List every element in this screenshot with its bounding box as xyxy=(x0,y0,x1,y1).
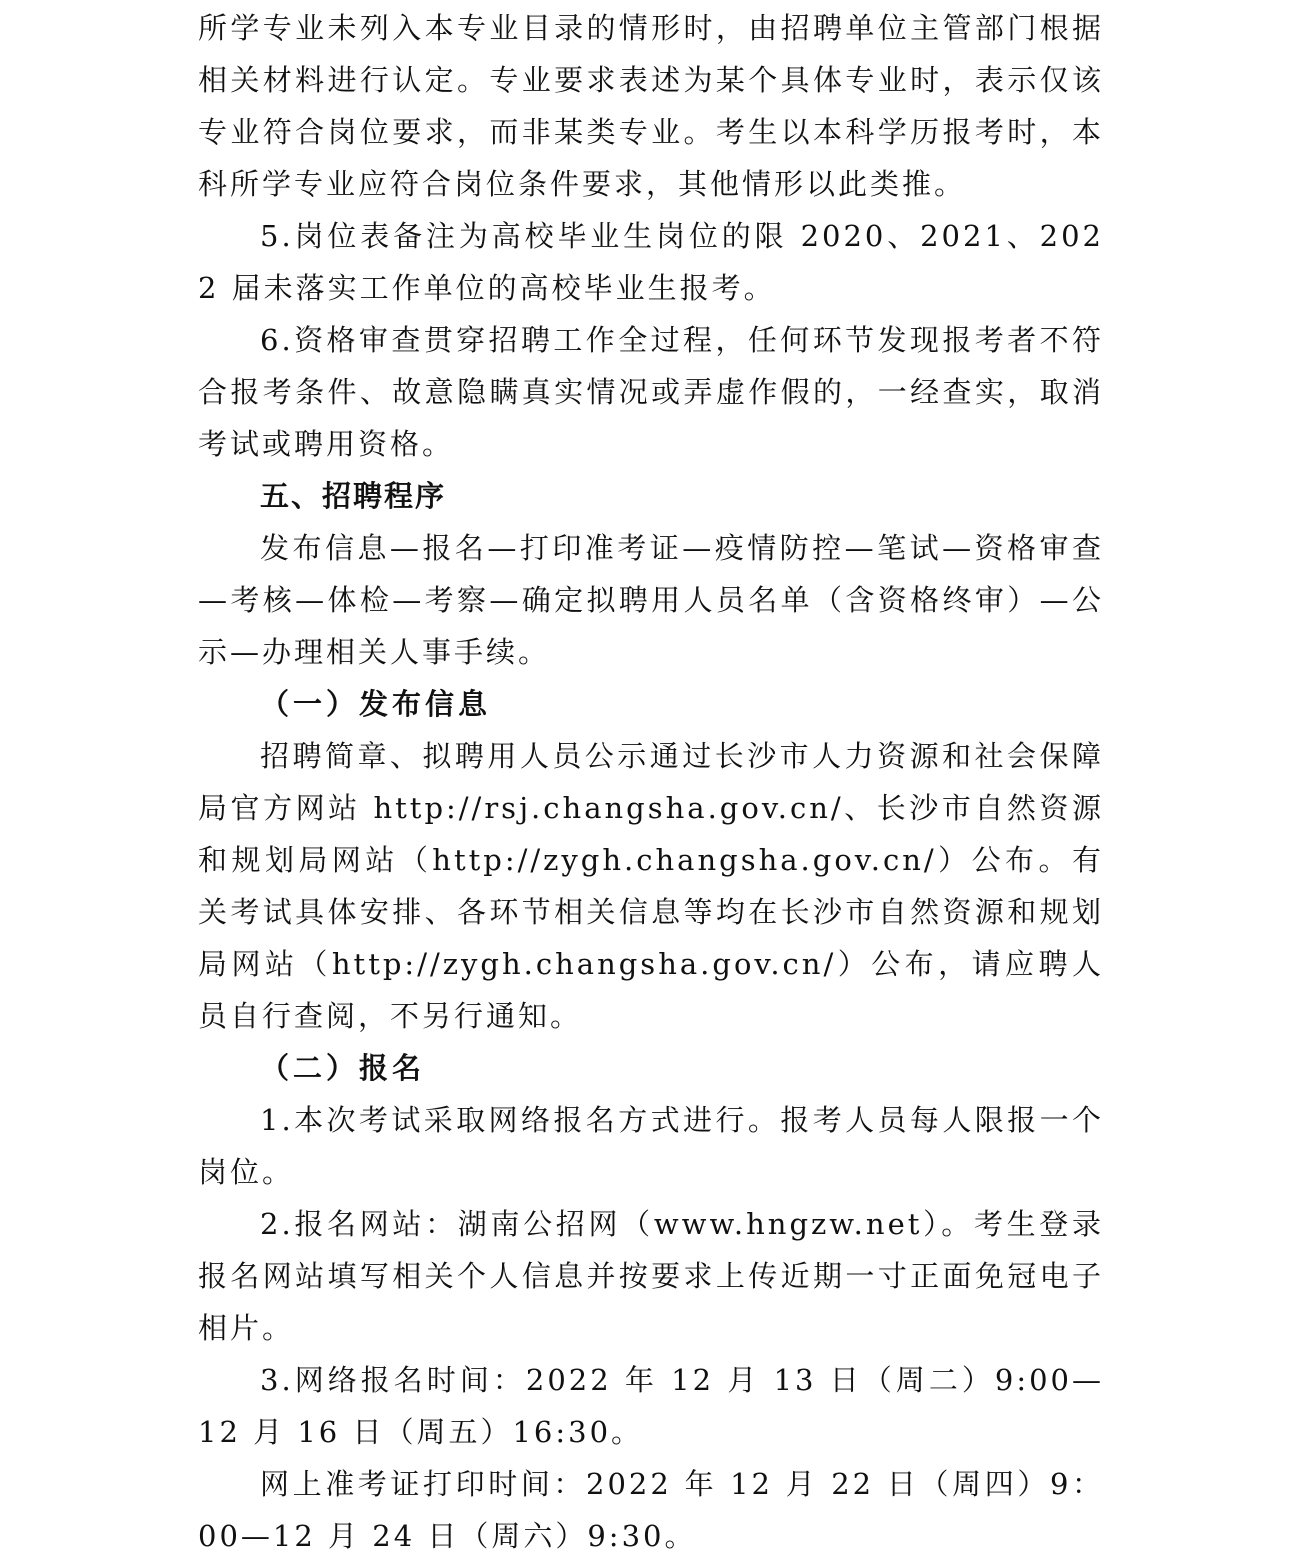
section-heading-procedure: 五、招聘程序 xyxy=(260,479,447,513)
paragraph-major-recognition: 所学专业未列入本专业目录的情形时，由招聘单位主管部门根据相关材料进行认定。专业要求表述为某个具体专业时，表示仅该专业符合岗位要求，而非某类专业。考生以本科学历报考时，本科所学专业应符合岗位条件要求，其他情形以此类推。 xyxy=(198,11,1104,201)
paragraph-registration-2: 2.报名网站：湖南公招网（www.hngzw.net）。考生登录报名网站填写相关个人信息并按要求上传近期一寸正面免冠电子相片。 xyxy=(198,1207,1104,1345)
subheading-publish-info: （一）发布信息 xyxy=(260,687,492,721)
paragraph-publish-info: 招聘简章、拟聘用人员公示通过长沙市人力资源和社会保障局官方网站 http://rsj.changsha.gov.cn/、长沙市自然资源和规划局网站（http://zygh.changsha.gov.cn/）公布。有关考试具体安排、各环节相关信息等均在长沙市自然资源和规划局网站（http://zygh.changsha.gov.cn/）公布，请应聘人员自行查阅，不另行通知。 xyxy=(198,739,1104,1033)
document-page xyxy=(198,0,1104,1562)
paragraph-item-5: 5.岗位表备注为高校毕业生岗位的限 2020、2021、2022 届未落实工作单位的高校毕业生报考。 xyxy=(198,219,1104,305)
paragraph-registration-3: 3.网络报名时间：2022 年 12 月 13 日（周二）9:00—12 月 16 日（周五）16:30。 xyxy=(198,1363,1104,1449)
paragraph-registration-1: 1.本次考试采取网络报名方式进行。报考人员每人限报一个岗位。 xyxy=(198,1103,1104,1189)
subheading-registration: （二）报名 xyxy=(260,1051,426,1085)
paragraph-admission-ticket: 网上准考证打印时间：2022 年 12 月 22 日（周四）9：00—12 月 24 日（周六）9:30。 xyxy=(198,1467,1104,1553)
paragraph-item-6: 6.资格审查贯穿招聘工作全过程，任何环节发现报考者不符合报考条件、故意隐瞒真实情况或弄虚作假的，一经查实，取消考试或聘用资格。 xyxy=(198,323,1104,461)
paragraph-procedure-steps: 发布信息—报名—打印准考证—疫情防控—笔试—资格审查—考核—体检—考察—确定拟聘用人员名单（含资格终审）—公示—办理相关人事手续。 xyxy=(198,531,1104,669)
